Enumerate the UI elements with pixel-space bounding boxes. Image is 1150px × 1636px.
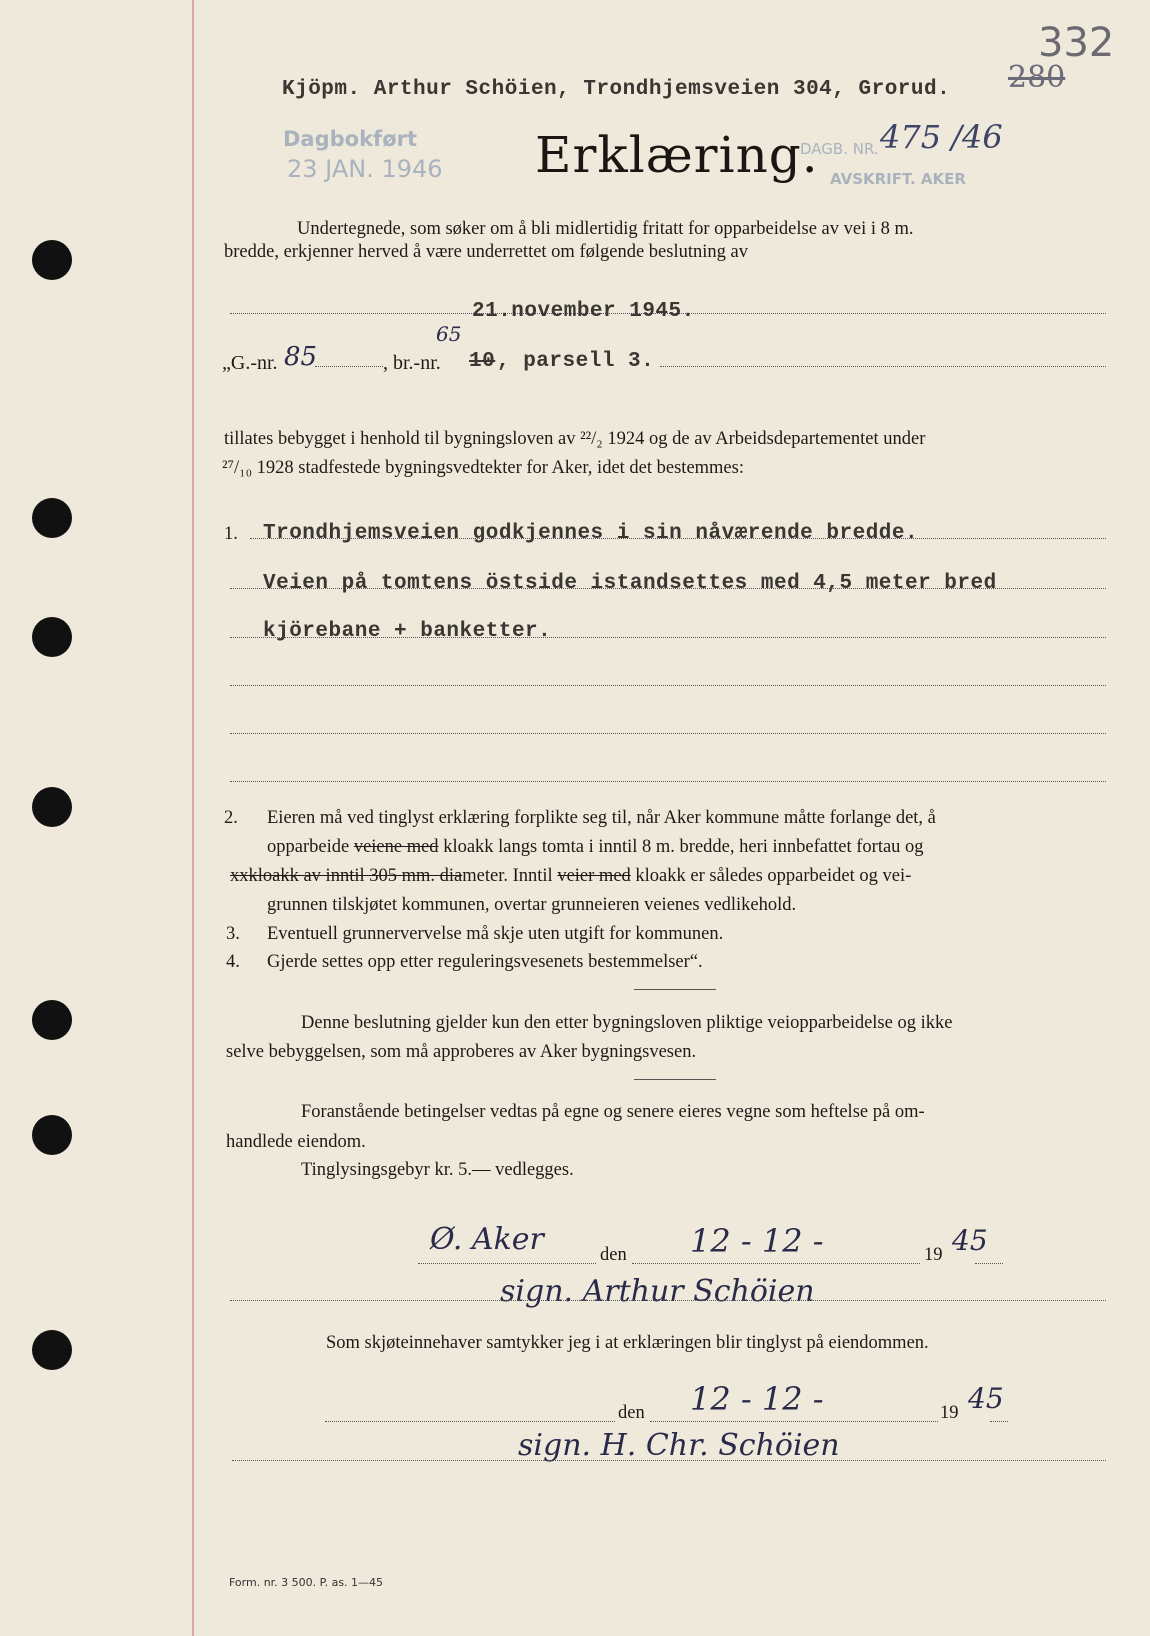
- sign-date-1: 12 - 12 -: [690, 1222, 824, 1260]
- journal-number: 475 /46: [880, 118, 1003, 156]
- year-suffix: 45: [968, 1382, 1004, 1415]
- condition-1-line-2: Veien på tomtens östside istandsettes med 4,5 meter bred: [263, 572, 997, 595]
- separator: [634, 989, 716, 990]
- scope-line-1: Denne beslutning gjelder kun den etter bygningsloven pliktige veiopparbeidelse og ikke: [301, 1013, 953, 1033]
- dotted-line: [650, 1421, 938, 1422]
- year-prefix: 19: [940, 1403, 959, 1423]
- condition-4-number: 4.: [226, 952, 240, 972]
- dotted-line: [990, 1421, 1008, 1422]
- condition-2-line-2-start: opparbeide: [267, 837, 354, 857]
- condition-1-line-1: Trondhjemsveien godkjennes i sin nåværende bredde.: [263, 522, 919, 545]
- separator: [634, 1079, 716, 1080]
- condition-3-text: Eventuell grunnervervelse må skje uten utgift for kommunen.: [267, 924, 724, 944]
- year-prefix: 19: [924, 1245, 943, 1265]
- place-handwritten: Ø. Aker: [430, 1222, 544, 1257]
- condition-2-line-1: Eieren må ved tinglyst erklæring forplikte seg til, når Aker kommune måtte forlange det, å: [267, 808, 936, 828]
- consent-text: Som skjøteinnehaver samtykker jeg i at erklæringen blir tinglyst på eiendommen.: [326, 1333, 929, 1353]
- brnr-label: , br.-nr.: [383, 352, 441, 374]
- gnr-value: 85: [284, 342, 318, 372]
- dotted-line: [230, 588, 1106, 589]
- registration-stamp-date: 23 JAN. 1946: [287, 155, 443, 183]
- punch-hole: [32, 1115, 72, 1155]
- condition-2-struck-text: veiene med: [353, 837, 439, 857]
- punch-hole: [32, 240, 72, 280]
- signature-h-chr: sign. H. Chr. Schöien: [518, 1428, 840, 1463]
- dotted-line: [632, 1263, 920, 1264]
- parsell: , parsell 3.: [497, 350, 655, 373]
- dotted-line: [230, 1300, 1106, 1301]
- margin-rule: [192, 0, 194, 1636]
- dotted-line: [975, 1263, 1003, 1264]
- form-footer: Form. nr. 3 500. P. as. 1—45: [229, 1576, 384, 1589]
- dotted-line: [250, 538, 1106, 539]
- condition-1-number: 1.: [224, 524, 238, 544]
- journal-stamp-copy: AVSKRIFT. AKER: [830, 170, 966, 188]
- condition-2-struck-text: xxkloakk av inntil 305 mm. dia: [230, 866, 463, 886]
- page-number: 332: [1038, 20, 1115, 66]
- registration-stamp-label: Dagbokført: [283, 127, 418, 151]
- brnr-superscript: 65: [436, 322, 462, 346]
- brnr-struck: 10: [469, 350, 496, 373]
- dotted-line: [315, 366, 383, 367]
- binding-line-2: handlede eiendom.: [226, 1132, 366, 1152]
- scope-line-2: selve bebyggelsen, som må approberes av Aker bygningsvesen.: [226, 1042, 697, 1062]
- dotted-line: [418, 1263, 596, 1264]
- sign-date-2: 12 - 12 -: [690, 1380, 824, 1418]
- den-label: den: [618, 1403, 645, 1423]
- gnr-label: „G.-nr.: [222, 352, 278, 374]
- intro-line-2: bredde, erkjenner herved å være underrettet om følgende beslutning av: [224, 242, 748, 262]
- condition-2-line-2: [267, 837, 924, 858]
- dotted-line: [230, 637, 1106, 638]
- condition-1-line-3: kjörebane + banketter.: [263, 620, 552, 643]
- condition-2-line-2-end: kloakk langs tomta i inntil 8 m. bredde, heri innbefattet fortau og: [438, 837, 924, 857]
- document-title: Erklæring.: [535, 126, 819, 184]
- condition-3-number: 3.: [226, 924, 240, 944]
- year-suffix: 45: [952, 1224, 988, 1257]
- dotted-line: [660, 366, 1106, 367]
- punch-hole: [32, 498, 72, 538]
- punch-hole: [32, 617, 72, 657]
- signature-arthur: sign. Arthur Schöien: [500, 1274, 815, 1309]
- decision-date: 21.november 1945.: [472, 300, 695, 323]
- den-label: den: [600, 1245, 627, 1265]
- permission-line-2: ²⁷/₁₀ 1928 stadfestede bygningsvedtekter for Aker, idet det bestemmes:: [222, 458, 744, 478]
- old-page-number: 280: [1008, 60, 1066, 95]
- condition-2-line-3-start: meter. Inntil: [462, 866, 558, 886]
- typed-header: Kjöpm. Arthur Schöien, Trondhjemsveien 304, Grorud.: [282, 78, 951, 101]
- dotted-line: [325, 1421, 615, 1422]
- punch-hole: [32, 787, 72, 827]
- condition-4-text: Gjerde settes opp etter reguleringsvesenets bestemmelser“.: [267, 952, 703, 972]
- dotted-line: [232, 1460, 1106, 1461]
- condition-2-struck-text: veier med: [557, 866, 631, 886]
- intro-line-1: Undertegnede, som søker om å bli midlertidig fritatt for opparbeidelse av vei i 8 m.: [297, 219, 914, 239]
- dotted-line: [230, 685, 1106, 686]
- punch-hole: [32, 1330, 72, 1370]
- dotted-line: [230, 733, 1106, 734]
- binding-line-3: Tinglysingsgebyr kr. 5.— vedlegges.: [301, 1160, 574, 1180]
- journal-stamp-label: DAGB. NR.: [800, 140, 879, 158]
- punch-hole: [32, 1000, 72, 1040]
- dotted-line: [230, 781, 1106, 782]
- permission-line-1: tillates bebygget i henhold til bygningsloven av ²²/₂ 1924 og de av Arbeidsdepartementet under: [224, 429, 926, 449]
- condition-2-line-3-end: kloakk er således opparbeidet og vei-: [630, 866, 912, 886]
- condition-2-line-3: [230, 866, 911, 887]
- binding-line-1: Foranstående betingelser vedtas på egne og senere eieres vegne som heftelse på om-: [301, 1102, 925, 1122]
- condition-2-line-4: grunnen tilskjøtet kommunen, overtar grunneieren veienes vedlikehold.: [267, 895, 797, 915]
- condition-2-number: 2.: [224, 808, 238, 828]
